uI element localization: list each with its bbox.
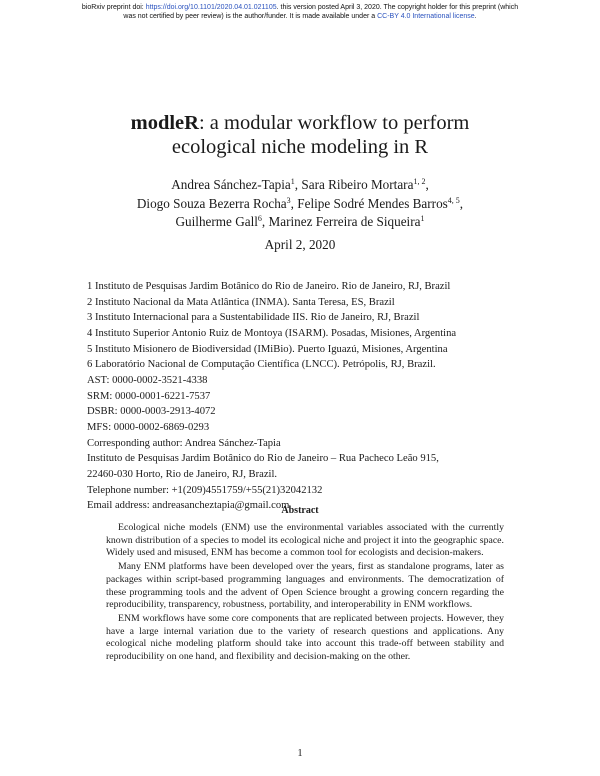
abstract-heading: Abstract <box>281 505 319 516</box>
author-line-2: Diogo Souza Bezerra Rocha$^3$, Felipe Sodré Mendes Barros$^{4, 5}$, <box>136 195 464 211</box>
address-line: Instituto de Pesquisas Jardim Botânico do Rio de Janeiro – Rua Pacheco Leão 915, <box>87 453 439 465</box>
affiliation-line: 6 Laboratório Nacional de Computação Científica (LNCC). Petrópolis, RJ, Brazil. <box>87 359 436 371</box>
title-line-1-rest: : a modular workflow to perform <box>198 112 470 134</box>
author-name: Guilherme Gall <box>175 214 258 229</box>
preprint-line-1: bioRxiv preprint doi: https://doi.org/10.1101/2020.04.01.021105. this version posted April 3, 2020. The copyright holder for this preprint (which <box>81 4 519 11</box>
author-line-3: Guilherme Gall$^6$, Marinez Ferreira de Siqueira$^1$ <box>175 214 425 229</box>
preprint-line-2: was not certified by peer review) is the author/funder. It is made available under a CC-BY 4.0 International license. <box>123 13 477 20</box>
publication-date: April 2, 2020 <box>264 237 336 252</box>
page-number: 1 <box>297 748 303 759</box>
affiliation-line: 4 Instituto Superior Antonio Ruiz de Montoya (ISARM). Posadas, Misiones, Argentina <box>87 327 457 339</box>
author-affiliation-sup: 3 <box>286 195 291 205</box>
orcid-line: MFS: 0000-0002-6869-0293 <box>87 421 210 433</box>
preprint-notice <box>0 3 600 21</box>
author-name: Diogo Souza Bezerra Rocha <box>136 195 287 211</box>
abstract-body <box>106 522 504 665</box>
abstract-paragraph: Many ENM platforms have been developed over the years, first as standalone programs, later as packages within script-based programming languages and environments. The democratization of these programming tools and the advent of Open Science brought a growing concern regarding the reproducibility, transparency, robustness, portability, and interoperability in ENM workflows. <box>106 561 504 611</box>
author-name: Marinez Ferreira de Siqueira <box>268 214 421 229</box>
orcid-line: AST: 0000-0002-3521-4338 <box>87 374 208 386</box>
telephone: Telephone number: +1(209)4551759/+55(21)32042132 <box>87 484 323 496</box>
title-package-name: modleR <box>130 112 199 134</box>
affiliations-block <box>87 279 537 514</box>
author-name: Andrea Sánchez-Tapia <box>171 177 291 192</box>
doi-link[interactable]: https://doi.org/10.1101/2020.04.01.021105 <box>145 4 277 11</box>
affiliation-line: 5 Instituto Misionero de Biodiversidad (IMiBio). Puerto Iguazú, Misiones, Argentina <box>87 343 448 355</box>
author-affiliation-sup: 6 <box>257 214 262 223</box>
orcid-line: SRM: 0000-0001-6221-7537 <box>87 390 211 402</box>
license-link[interactable]: CC-BY 4.0 International license <box>377 13 475 20</box>
orcid-line: DSBR: 0000-0003-2913-4072 <box>87 406 216 418</box>
abstract-paragraph: Ecological niche models (ENM) use the environmental variables associated with the currently known distribution of a species to model its ecological niche and project it into the geographic space. Widely used and misused, ENM has become a common tool for ecologists and decision-makers. <box>106 522 504 559</box>
author-list <box>0 176 600 232</box>
author-affiliation-sup: 1 <box>420 214 425 223</box>
affiliation-line: 2 Instituto Nacional da Mata Atlântica (INMA). Santa Teresa, ES, Brazil <box>87 296 395 308</box>
corresponding-author: Corresponding author: Andrea Sánchez-Tapia <box>87 437 281 449</box>
author-line-1: Andrea Sánchez-Tapia$^1$, Sara Ribeiro Mortara$^{1, 2}$, <box>171 177 429 192</box>
author-name: Sara Ribeiro Mortara <box>301 177 414 192</box>
address-line: 22460-030 Horto, Rio de Janeiro, RJ, Brazil. <box>87 468 278 480</box>
title-line-2: ecological niche modeling in R <box>171 136 429 158</box>
affiliation-line: 1 Instituto de Pesquisas Jardim Botânico do Rio de Janeiro. Rio de Janeiro, RJ, Brazil <box>87 281 451 292</box>
author-affiliation-sup: 1, 2 <box>413 177 426 186</box>
author-affiliation-sup: 4, 5 <box>447 195 460 205</box>
author-affiliation-sup: 1 <box>290 177 295 186</box>
email-address: Email address: andreasancheztapia@gmail.com <box>87 500 290 512</box>
affiliation-line: 3 Instituto Internacional para a Sustentabilidade IIS. Rio de Janeiro, RJ, Brazil <box>87 312 420 324</box>
author-name: Felipe Sodré Mendes Barros <box>297 195 448 211</box>
paper-title <box>0 111 600 159</box>
abstract-paragraph: ENM workflows have some core components that are replicated between projects. However, they have a large internal variation due to the variety of research questions and applications. Any ecological niche modeling platform should take into account this trade-off between stability and reproducibility on one hand, and flexibility and decision-making on the other. <box>106 612 504 663</box>
